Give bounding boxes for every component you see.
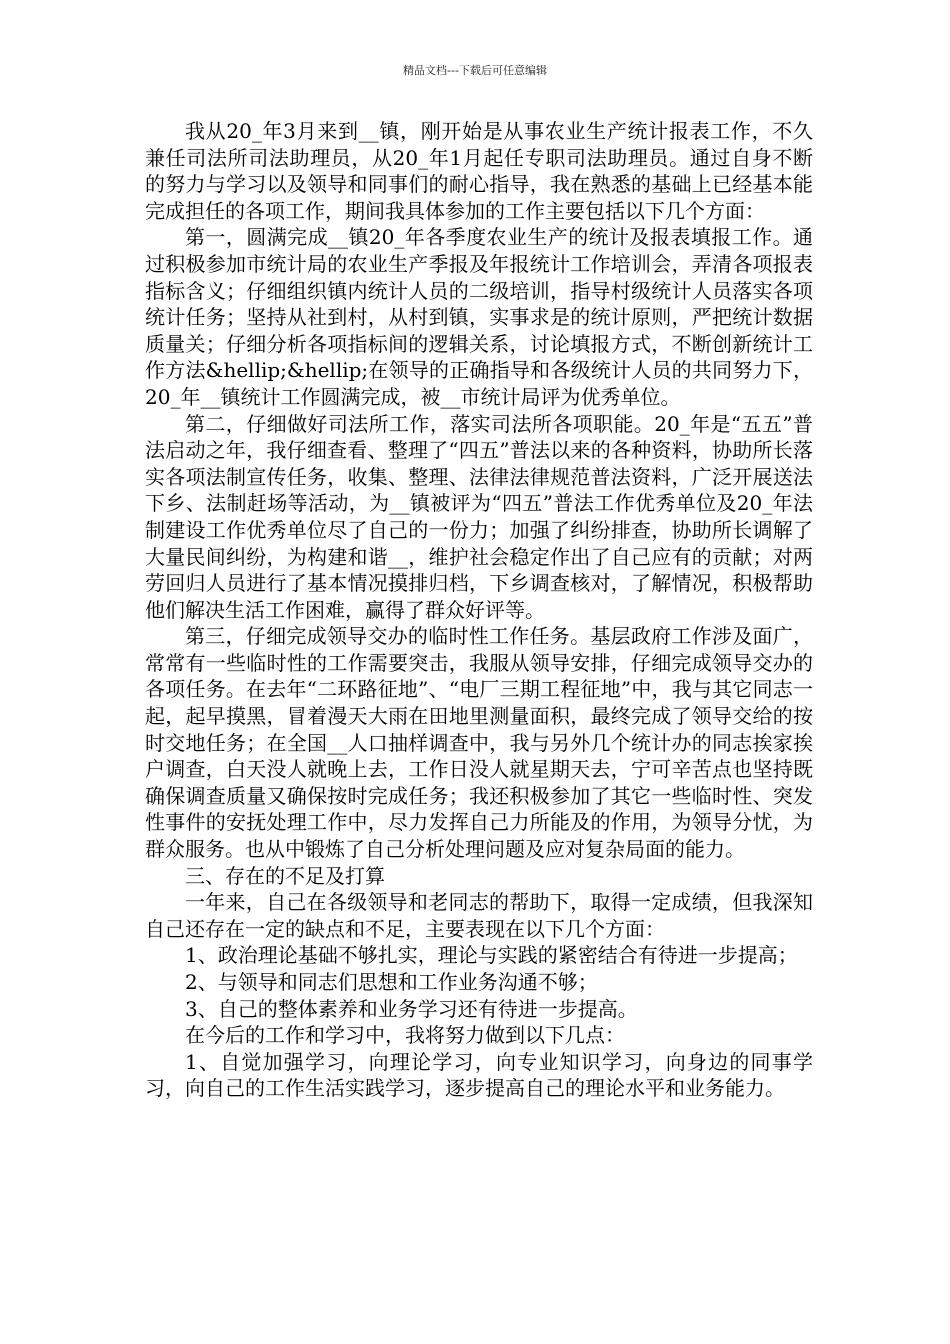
- paragraph-intro: 我从20_年3月来到__镇，刚开始是从事农业生产统计报表工作，不久兼任司法所司法助理员，从20_年1月起任专职司法助理员。通过自身不断的努力与学习以及领导和同事们的耐心指导，我在熟悉的基础上已经基本能完成担任的各项工作，期间我具体参加的工作主要包括以下几个方面：: [145, 119, 813, 223]
- section-heading-shortcomings: 三、存在的不足及打算: [185, 863, 385, 888]
- paragraph-first-item: 第一，圆满完成__镇20_年各季度农业生产的统计及报表填报工作。通过积极参加市统计局的农业生产季报及年报统计工作培训会，弄清各项报表指标含义；仔细组织镇内统计人员的二级培训，指导村级统计人员落实各项统计任务；坚持从社到村，从村到镇，实事求是的统计原则，严把统计数据质量关；仔细分析各项指标间的逻辑关系，讨论填报方式，不断创新统计工作方法&hellip;&hellip;在领导的正确指导和各级统计人员的共同努力下，20_年__镇统计工作圆满完成，被__市统计局评为优秀单位。: [145, 225, 813, 409]
- paragraph-plans-intro: 在今后的工作和学习中，我将努力做到以下几点：: [185, 1023, 625, 1048]
- paragraph-shortcomings-intro: 一年来，自己在各级领导和老同志的帮助下，取得一定成绩，但我深知自己还存在一定的缺点和不足，主要表现在以下几个方面：: [145, 890, 813, 941]
- list-item-shortcoming-3: 3、自己的整体素养和业务学习还有待进一步提高。: [185, 996, 638, 1021]
- document-body: [145, 118, 813, 1102]
- paragraph-second-item: 第二，仔细做好司法所工作，落实司法所各项职能。20_年是“五五”普法启动之年，我仔细查看、整理了“四五”普法以来的各种资料，协助所长落实各项法制宣传任务，收集、整理、法律法律规范普法资料，广泛开展送法下乡、法制赶场等活动，为__镇被评为“四五”普法工作优秀单位及20_年法制建设工作优秀单位尽了自己的一份力；加强了纠纷排查，协助所长调解了大量民间纠纷，为构建和谐__，维护社会稳定作出了自己应有的贡献；对两劳回归人员进行了基本情况摸排归档，下乡调查核对，了解情况，积极帮助他们解决生活工作困难，赢得了群众好评等。: [145, 411, 813, 622]
- list-item-shortcoming-1: 1、政治理论基础不够扎实，理论与实践的紧密结合有待进一步提高；: [185, 943, 798, 968]
- paragraph-third-item: 第三，仔细完成领导交办的临时性工作任务。基层政府工作涉及面广，常常有一些临时性的工作需要突击，我服从领导安排，仔细完成领导交办的各项任务。在去年“二环路征地”、“电厂三期工程征地”中，我与其它同志一起，起早摸黑，冒着漫天大雨在田地里测量面积，最终完成了领导交给的按时交地任务；在全国__人口抽样调查中，我与另外几个统计办的同志挨家挨户调查，白天没人就晚上去，工作日没人就星期天去，宁可辛苦点也坚持既确保调查质量又确保按时完成任务；我还积极参加了其它一些临时性、突发性事件的安抚处理工作中，尽力发挥自己力所能及的作用，为领导分忧，为群众服务。也从中锻炼了自己分析处理问题及应对复杂局面的能力。: [145, 624, 813, 862]
- list-item-plan-1: 1、自觉加强学习，向理论学习，向专业知识学习，向身边的同事学习，向自己的工作生活实践学习，逐步提高自己的理论水平和业务能力。: [145, 1049, 813, 1101]
- list-item-shortcoming-2: 2、与领导和同志们思想和工作业务沟通不够；: [185, 970, 598, 994]
- page-header: 精品文档---下载后可任意编辑: [403, 64, 547, 77]
